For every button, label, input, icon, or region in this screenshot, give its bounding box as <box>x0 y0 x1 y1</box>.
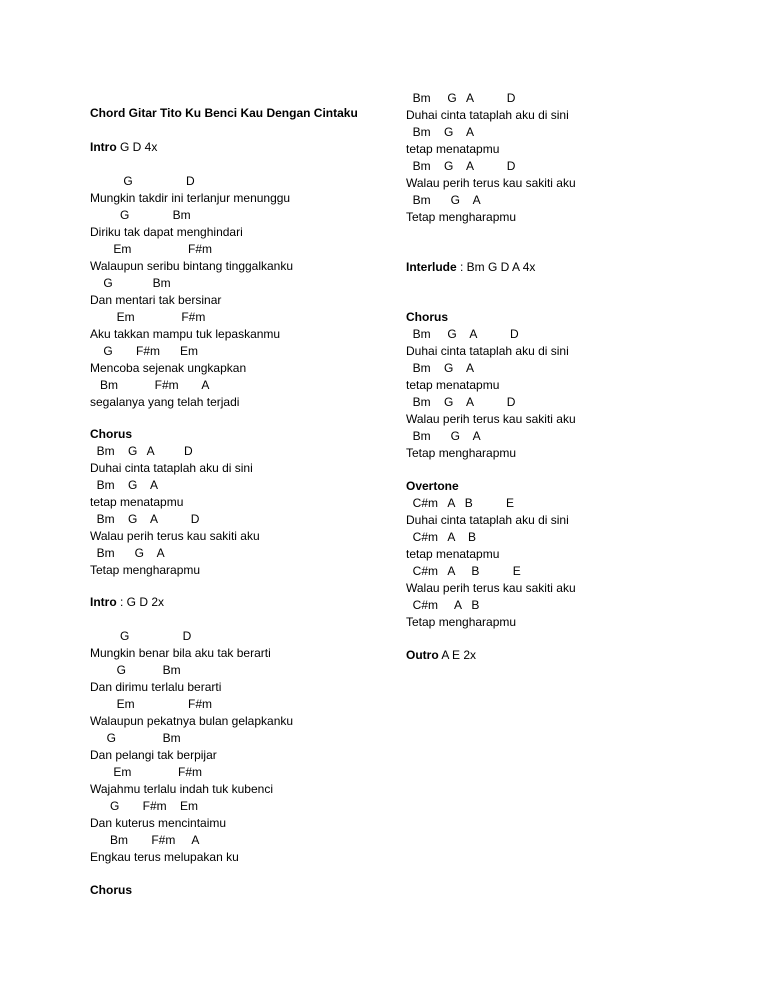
overtone-chord-line: C#m A B E <box>406 496 515 510</box>
chorus-1-heading: Chorus <box>90 427 132 441</box>
verse-2-lyric-line: Dan kuterus mencintaimu <box>90 816 227 830</box>
verse-2-chord-line: G Bm <box>90 731 181 745</box>
intro-2-label: Intro <box>90 595 117 609</box>
overtone-lyric-line: Duhai cinta tataplah aku di sini <box>406 513 569 527</box>
overtone-heading: Overtone <box>406 479 459 493</box>
verse-1-chord-line: Em F#m <box>90 242 213 256</box>
chorus-3-heading: Chorus <box>406 310 448 324</box>
overtone-lyric-line: Walau perih terus kau sakiti aku <box>406 581 576 595</box>
intro-1-line <box>90 139 157 156</box>
chorus-3-chord-line: Bm G A D <box>406 395 516 409</box>
chorus-1-lyric-line: Walau perih terus kau sakiti aku <box>90 529 260 543</box>
chorus-1-lyric-line: tetap menatapmu <box>90 495 184 509</box>
chorus-1-chord-line: Bm G A D <box>90 444 193 458</box>
chorus-3-lyric-line: tetap menatapmu <box>406 378 500 392</box>
chorus-3-lyric-line: Duhai cinta tataplah aku di sini <box>406 344 569 358</box>
verse-1-lyric-line: Walaupun seribu bintang tinggalkanku <box>90 259 294 273</box>
outro-line <box>406 647 476 664</box>
verse-2-lyric-line: Wajahmu terlalu indah tuk kubenci <box>90 782 273 796</box>
chorus-3-chord-line: Bm G A <box>406 429 481 443</box>
chorus-1-chord-line: Bm G A <box>90 546 165 560</box>
verse-2-chord-line: G Bm <box>90 663 181 677</box>
chorus-2-lyric-line: Walau perih terus kau sakiti aku <box>406 176 576 190</box>
chorus-3-chord-line: Bm G A D <box>406 327 519 341</box>
verse-1-chord-line: G Bm <box>90 276 171 290</box>
overtone-lyric-line: Tetap mengharapmu <box>406 615 517 629</box>
interlude-label: Interlude <box>406 260 457 274</box>
verse-1-chord-line: G D <box>90 174 195 188</box>
overtone-chord-line: C#m A B E <box>406 564 521 578</box>
chorus-2-chord-line: Bm G A <box>406 193 481 207</box>
intro-2-line <box>90 594 164 611</box>
verse-2-chord-line: Bm F#m A <box>90 833 200 847</box>
intro-2-value: : G D 2x <box>116 595 165 609</box>
chorus-2-lyric-line: Tetap mengharapmu <box>406 210 517 224</box>
outro-value: A E 2x <box>438 648 477 662</box>
chorus-2-chord-line: Bm G A D <box>406 159 516 173</box>
overtone-lyric-line: tetap menatapmu <box>406 547 500 561</box>
interlude-line <box>406 259 535 276</box>
chorus-2-lyric-line: tetap menatapmu <box>406 142 500 156</box>
verse-1-chord-line: Bm F#m A <box>90 378 210 392</box>
chorus-2-chord-line: Bm G A D <box>406 91 516 105</box>
verse-1-lyric-line: Dan mentari tak bersinar <box>90 293 222 307</box>
verse-1-lyric-line: segalanya yang telah terjadi <box>90 395 240 409</box>
verse-2-chord-line: Em F#m <box>90 697 213 711</box>
interlude-value: : Bm G D A 4x <box>456 260 536 274</box>
chorus-1-lyric-line: Tetap mengharapmu <box>90 563 201 577</box>
verse-2-lyric-line: Walaupun pekatnya bulan gelapkanku <box>90 714 294 728</box>
verse-2-chord-line: G D <box>90 629 192 643</box>
document-title: Chord Gitar Tito Ku Benci Kau Dengan Cintaku <box>90 106 358 120</box>
chorus-2-heading: Chorus <box>90 883 132 897</box>
verse-1-chord-line: G F#m Em <box>90 344 199 358</box>
outro-label: Outro <box>406 648 439 662</box>
verse-2-lyric-line: Dan dirimu terlalu berarti <box>90 680 222 694</box>
verse-1-chord-line: Em F#m <box>90 310 206 324</box>
chorus-1-chord-line: Bm G A <box>90 478 159 492</box>
verse-2-lyric-line: Mungkin benar bila aku tak berarti <box>90 646 271 660</box>
chorus-3-lyric-line: Walau perih terus kau sakiti aku <box>406 412 576 426</box>
verse-1-lyric-line: Mungkin takdir ini terlanjur menunggu <box>90 191 291 205</box>
overtone-chord-line: C#m A B <box>406 598 480 612</box>
verse-2-chord-line: G F#m Em <box>90 799 199 813</box>
chorus-3-lyric-line: Tetap mengharapmu <box>406 446 517 460</box>
verse-2-lyric-line: Engkau terus melupakan ku <box>90 850 239 864</box>
overtone-chord-line: C#m A B <box>406 530 477 544</box>
chorus-2-chord-line: Bm G A <box>406 125 475 139</box>
chorus-1-lyric-line: Duhai cinta tataplah aku di sini <box>90 461 253 475</box>
intro-1-label: Intro <box>90 140 117 154</box>
verse-2-lyric-line: Dan pelangi tak berpijar <box>90 748 217 762</box>
intro-1-value: G D 4x <box>116 140 158 154</box>
verse-1-chord-line: G Bm <box>90 208 191 222</box>
verse-1-lyric-line: Mencoba sejenak ungkapkan <box>90 361 247 375</box>
chorus-2-lyric-line: Duhai cinta tataplah aku di sini <box>406 108 569 122</box>
chorus-3-chord-line: Bm G A <box>406 361 475 375</box>
verse-2-chord-line: Em F#m <box>90 765 203 779</box>
verse-1-lyric-line: Diriku tak dapat menghindari <box>90 225 243 239</box>
chorus-1-chord-line: Bm G A D <box>90 512 200 526</box>
verse-1-lyric-line: Aku takkan mampu tuk lepaskanmu <box>90 327 281 341</box>
